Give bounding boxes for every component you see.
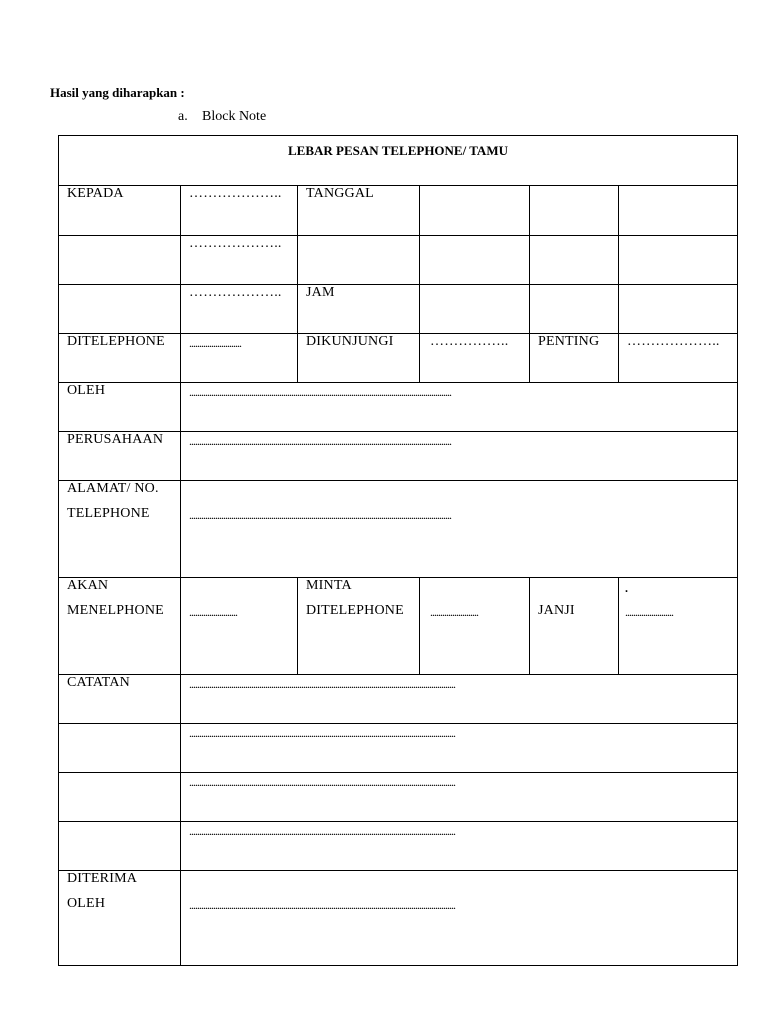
label-janji: JANJI [538,603,575,618]
blank-cell-2[interactable] [419,236,529,284]
catatan-value-cell-4[interactable] [180,822,737,870]
jam-value-cell-1[interactable] [419,285,529,333]
janji-placeholder: ........................ [625,605,673,619]
kepada-placeholder: ……………….. [189,186,282,201]
table-row-jam [59,284,737,333]
label-oleh: OLEH [67,383,106,398]
list-item-block-note [178,109,266,125]
list-item-marker: a. [178,109,188,124]
penting-placeholder: ……………….. [627,334,720,349]
oleh-value-cell[interactable] [180,383,737,431]
minta-value-cell[interactable] [419,578,529,674]
kepada-value-cell-3[interactable] [180,285,297,333]
catatan-value-cell-2[interactable] [180,724,737,772]
label-diterima-line1: DITERIMA [67,871,138,886]
tanggal-label-cell [297,186,419,235]
label-penting: PENTING [538,334,600,349]
jam-value-cell-2[interactable] [529,285,618,333]
table-row-perusahaan [59,431,737,480]
label-tanggal: TANGGAL [306,186,374,201]
kepada-placeholder-3: ……………….. [189,285,282,300]
jam-label-cell [297,285,419,333]
minta-label-cell [297,578,419,674]
kepada-value-cell-2[interactable] [180,236,297,284]
akan-placeholder: ........................ [189,605,237,619]
dikunjungi-value-cell[interactable] [419,334,529,382]
label-minta-line1: MINTA [306,578,352,593]
catatan-placeholder-4: ..................................................................................................................................... [189,824,455,838]
minta-placeholder: ........................ [430,605,478,619]
catatan-value-cell-1[interactable] [180,675,737,723]
table-row-alamat [59,480,737,577]
alamat-placeholder: ................................................................................................................................... [189,508,451,522]
label-kepada: KEPADA [67,186,124,201]
title-row [59,136,737,185]
janji-label-cell [529,578,618,674]
label-ditelephone: DITELEPHONE [67,334,165,349]
table-row-kepada [59,185,737,235]
table-row-oleh [59,382,737,431]
expected-result-heading: Hasil yang diharapkan : [50,85,185,100]
label-akan-line1: AKAN [67,578,109,593]
label-diterima-line2: OLEH [67,896,106,911]
blank-cell [297,236,419,284]
diterima-value-cell[interactable] [180,871,737,966]
table-row-catatan-3 [59,772,737,821]
table-row-blank [59,235,737,284]
dikunjungi-label-cell [297,334,419,382]
catatan-value-cell-3[interactable] [180,773,737,821]
ditelephone-value-cell[interactable] [180,334,297,382]
label-jam: JAM [306,285,335,300]
table-row-akan-menelphone [59,577,737,674]
janji-dot: . [625,581,627,595]
tanggal-value-cell-2[interactable] [529,186,618,235]
diterima-placeholder: ..................................................................................................................................... [189,898,455,912]
label-akan-line2: MENELPHONE [67,603,164,618]
dikunjungi-placeholder: …………….. [430,334,509,349]
jam-value-cell-3[interactable] [618,285,737,333]
label-catatan: CATATAN [67,675,130,690]
label-alamat-line2: TELEPHONE [67,506,150,521]
blank-cell-4[interactable] [618,236,737,284]
table-row-catatan [59,674,737,723]
table-row-catatan-4 [59,821,737,870]
alamat-value-cell[interactable] [180,481,737,577]
akan-value-cell[interactable] [180,578,297,674]
kepada-placeholder-2: ……………….. [189,236,282,251]
penting-label-cell [529,334,618,382]
list-item-label: Block Note [202,109,267,124]
label-dikunjungi: DIKUNJUNGI [306,334,394,349]
table-row-ditelephone [59,333,737,382]
catatan-placeholder-2: ..................................................................................................................................... [189,726,455,740]
message-form-table [58,135,738,966]
table-row-diterima [59,870,737,966]
label-perusahaan: PERUSAHAAN [67,432,164,447]
table-row-catatan-2 [59,723,737,772]
penting-value-cell[interactable] [618,334,737,382]
catatan-placeholder-1: ..................................................................................................................................... [189,677,455,691]
tanggal-value-cell-1[interactable] [419,186,529,235]
blank-cell-3[interactable] [529,236,618,284]
perusahaan-placeholder: ................................................................................................................................... [189,434,451,448]
ditelephone-placeholder: .......................... [189,336,241,350]
catatan-placeholder-3: ..................................................................................................................................... [189,775,455,789]
label-alamat-line1: ALAMAT/ NO. [67,481,159,496]
kepada-value-cell[interactable] [180,186,297,235]
oleh-placeholder: ................................................................................................................................... [189,385,451,399]
perusahaan-value-cell[interactable] [180,432,737,480]
tanggal-value-cell-3[interactable] [618,186,737,235]
janji-value-cell[interactable] [618,578,737,674]
form-title: LEBAR PESAN TELEPHONE/ TAMU [288,143,508,158]
label-minta-line2: DITELEPHONE [306,603,404,618]
